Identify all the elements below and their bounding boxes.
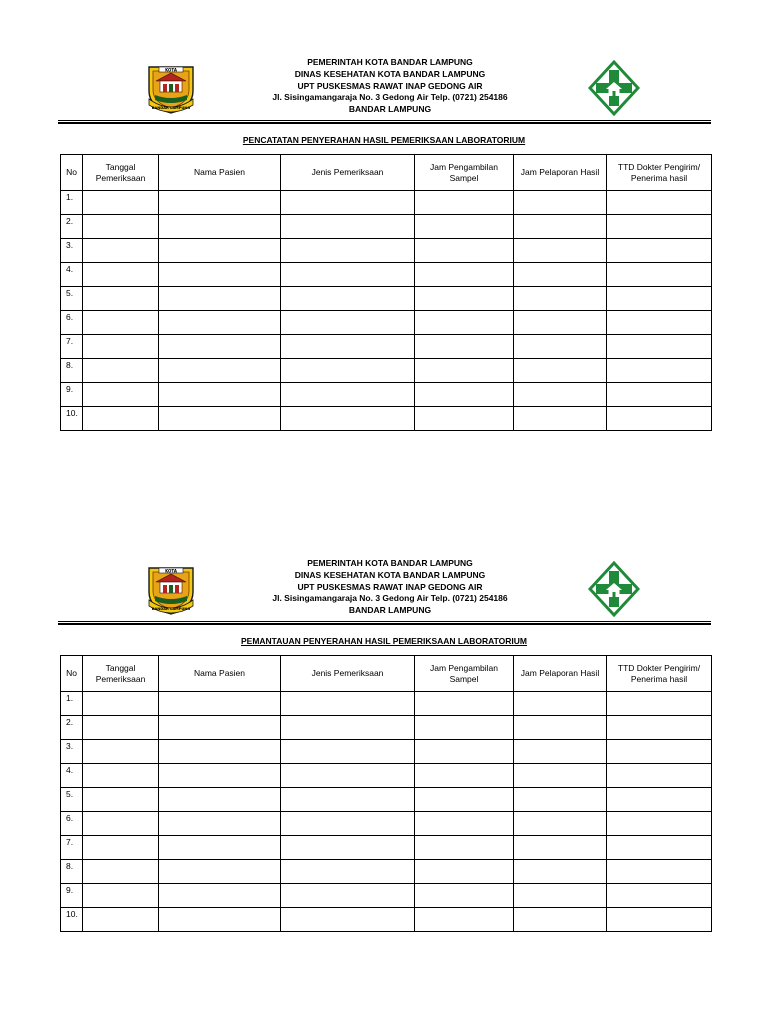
table-body <box>61 191 712 431</box>
table-row <box>61 359 712 383</box>
puskesmas-logo <box>588 561 640 617</box>
cell-tanggal-pemeriksaan[interactable] <box>83 692 159 716</box>
form-title: PENCATATAN PENYERAHAN HASIL PEMERIKSAAN LABORATORIUM <box>242 135 526 145</box>
cell-jam-pelaporan-hasil[interactable] <box>514 836 607 860</box>
cell-nama-pasien[interactable] <box>159 788 281 812</box>
logo-bottom-text: BANDAR LAMPUNG <box>151 106 191 110</box>
cell-jenis-pemeriksaan[interactable] <box>281 836 415 860</box>
register-table <box>60 655 712 932</box>
letterhead-line: Jl. Sisingamangaraja No. 3 Gedong Air Telp. (0721) 254186 <box>272 593 508 604</box>
cell-jenis-pemeriksaan[interactable] <box>281 287 415 311</box>
cell-jam-pelaporan-hasil[interactable] <box>514 692 607 716</box>
column-header-no: No <box>61 656 83 692</box>
letterhead-line: DINAS KESEHATAN KOTA BANDAR LAMPUNG <box>294 569 486 580</box>
cell-ttd-dokter[interactable] <box>607 359 712 383</box>
cell-nama-pasien[interactable] <box>159 764 281 788</box>
cell-jenis-pemeriksaan[interactable] <box>281 788 415 812</box>
cell-nama-pasien[interactable] <box>159 884 281 908</box>
cell-tanggal-pemeriksaan[interactable] <box>83 908 159 932</box>
cell-jam-pengambilan-sampel[interactable] <box>415 407 514 431</box>
row-number: 9. <box>61 383 83 407</box>
cell-tanggal-pemeriksaan[interactable] <box>83 191 159 215</box>
table-row <box>61 788 712 812</box>
cell-nama-pasien[interactable] <box>159 359 281 383</box>
cell-tanggal-pemeriksaan[interactable] <box>83 383 159 407</box>
cell-nama-pasien[interactable] <box>159 836 281 860</box>
cell-jam-pelaporan-hasil[interactable] <box>514 311 607 335</box>
column-header-nama-pasien: Nama Pasien <box>159 656 281 692</box>
cell-tanggal-pemeriksaan[interactable] <box>83 263 159 287</box>
column-header-no: No <box>61 155 83 191</box>
cell-nama-pasien[interactable] <box>159 716 281 740</box>
cell-jam-pengambilan-sampel[interactable] <box>415 215 514 239</box>
letterhead <box>200 57 580 116</box>
letterhead-line: BANDAR LAMPUNG <box>348 605 432 616</box>
table-row <box>61 191 712 215</box>
row-number: 10. <box>61 407 83 431</box>
letterhead <box>200 558 580 617</box>
cell-nama-pasien[interactable] <box>159 239 281 263</box>
cell-jam-pengambilan-sampel[interactable] <box>415 692 514 716</box>
row-number: 1. <box>61 692 83 716</box>
cell-ttd-dokter[interactable] <box>607 215 712 239</box>
cell-jam-pengambilan-sampel[interactable] <box>415 740 514 764</box>
table-row <box>61 311 712 335</box>
cell-ttd-dokter[interactable] <box>607 383 712 407</box>
column-header-ttd-dokter: TTD Dokter Pengirim/ Penerima hasil <box>607 656 712 692</box>
cell-jam-pengambilan-sampel[interactable] <box>415 836 514 860</box>
cell-ttd-dokter[interactable] <box>607 764 712 788</box>
cell-jenis-pemeriksaan[interactable] <box>281 740 415 764</box>
cell-jenis-pemeriksaan[interactable] <box>281 407 415 431</box>
cell-nama-pasien[interactable] <box>159 383 281 407</box>
table-row <box>61 908 712 932</box>
row-number: 7. <box>61 335 83 359</box>
cell-jenis-pemeriksaan[interactable] <box>281 764 415 788</box>
cell-jenis-pemeriksaan[interactable] <box>281 860 415 884</box>
cell-tanggal-pemeriksaan[interactable] <box>83 311 159 335</box>
cell-nama-pasien[interactable] <box>159 311 281 335</box>
city-emblem-logo <box>143 562 199 616</box>
cell-jam-pelaporan-hasil[interactable] <box>514 191 607 215</box>
cell-jam-pengambilan-sampel[interactable] <box>415 383 514 407</box>
table-row <box>61 884 712 908</box>
row-number: 4. <box>61 263 83 287</box>
cell-jam-pelaporan-hasil[interactable] <box>514 908 607 932</box>
cell-jam-pengambilan-sampel[interactable] <box>415 335 514 359</box>
header-divider-thick <box>58 122 711 124</box>
cell-tanggal-pemeriksaan[interactable] <box>83 287 159 311</box>
cell-ttd-dokter[interactable] <box>607 908 712 932</box>
row-number: 1. <box>61 191 83 215</box>
cell-nama-pasien[interactable] <box>159 812 281 836</box>
puskesmas-logo <box>588 60 640 116</box>
cell-jenis-pemeriksaan[interactable] <box>281 884 415 908</box>
header-divider-thin <box>58 621 711 622</box>
table-row <box>61 836 712 860</box>
cell-jenis-pemeriksaan[interactable] <box>281 359 415 383</box>
table-header-row <box>61 656 712 692</box>
cell-tanggal-pemeriksaan[interactable] <box>83 407 159 431</box>
cell-jam-pengambilan-sampel[interactable] <box>415 359 514 383</box>
table-row <box>61 263 712 287</box>
table-row <box>61 716 712 740</box>
cell-tanggal-pemeriksaan[interactable] <box>83 335 159 359</box>
cell-jam-pengambilan-sampel[interactable] <box>415 239 514 263</box>
cell-jam-pengambilan-sampel[interactable] <box>415 860 514 884</box>
cell-jam-pengambilan-sampel[interactable] <box>415 716 514 740</box>
cell-jam-pelaporan-hasil[interactable] <box>514 884 607 908</box>
cell-ttd-dokter[interactable] <box>607 692 712 716</box>
cell-jam-pengambilan-sampel[interactable] <box>415 191 514 215</box>
cell-ttd-dokter[interactable] <box>607 836 712 860</box>
cell-jam-pelaporan-hasil[interactable] <box>514 740 607 764</box>
cell-jenis-pemeriksaan[interactable] <box>281 239 415 263</box>
cell-jenis-pemeriksaan[interactable] <box>281 215 415 239</box>
cell-tanggal-pemeriksaan[interactable] <box>83 740 159 764</box>
cell-jenis-pemeriksaan[interactable] <box>281 335 415 359</box>
cell-nama-pasien[interactable] <box>159 740 281 764</box>
cell-nama-pasien[interactable] <box>159 407 281 431</box>
cell-jenis-pemeriksaan[interactable] <box>281 311 415 335</box>
cell-nama-pasien[interactable] <box>159 263 281 287</box>
cell-jenis-pemeriksaan[interactable] <box>281 191 415 215</box>
cell-tanggal-pemeriksaan[interactable] <box>83 764 159 788</box>
register-table <box>60 154 712 431</box>
row-number: 5. <box>61 287 83 311</box>
row-number: 9. <box>61 884 83 908</box>
cell-nama-pasien[interactable] <box>159 215 281 239</box>
cell-tanggal-pemeriksaan[interactable] <box>83 215 159 239</box>
row-number: 2. <box>61 716 83 740</box>
letterhead-line: UPT PUSKESMAS RAWAT INAP GEDONG AIR <box>297 581 483 592</box>
letterhead-line: DINAS KESEHATAN KOTA BANDAR LAMPUNG <box>294 68 486 79</box>
cell-ttd-dokter[interactable] <box>607 812 712 836</box>
table-row <box>61 215 712 239</box>
cell-tanggal-pemeriksaan[interactable] <box>83 716 159 740</box>
cell-jam-pelaporan-hasil[interactable] <box>514 359 607 383</box>
cell-jam-pelaporan-hasil[interactable] <box>514 215 607 239</box>
cell-nama-pasien[interactable] <box>159 191 281 215</box>
column-header-jam-pelaporan-hasil: Jam Pelaporan Hasil <box>514 155 607 191</box>
row-number: 3. <box>61 239 83 263</box>
cell-tanggal-pemeriksaan[interactable] <box>83 239 159 263</box>
cell-jenis-pemeriksaan[interactable] <box>281 908 415 932</box>
table-row <box>61 692 712 716</box>
letterhead-line: PEMERINTAH KOTA BANDAR LAMPUNG <box>307 57 473 67</box>
cell-ttd-dokter[interactable] <box>607 239 712 263</box>
row-number: 10. <box>61 908 83 932</box>
table-row <box>61 860 712 884</box>
table-row <box>61 764 712 788</box>
cell-jenis-pemeriksaan[interactable] <box>281 263 415 287</box>
logo-top-text: KOTA <box>165 67 177 73</box>
cell-ttd-dokter[interactable] <box>607 191 712 215</box>
cell-ttd-dokter[interactable] <box>607 884 712 908</box>
table-row <box>61 335 712 359</box>
table-row <box>61 383 712 407</box>
letterhead-line: PEMERINTAH KOTA BANDAR LAMPUNG <box>307 558 473 568</box>
column-header-tanggal-pemeriksaan: Tanggal Pemeriksaan <box>83 656 159 692</box>
cell-ttd-dokter[interactable] <box>607 740 712 764</box>
cell-jam-pengambilan-sampel[interactable] <box>415 764 514 788</box>
cell-tanggal-pemeriksaan[interactable] <box>83 884 159 908</box>
letterhead-line: UPT PUSKESMAS RAWAT INAP GEDONG AIR <box>297 80 483 91</box>
column-header-nama-pasien: Nama Pasien <box>159 155 281 191</box>
row-number: 3. <box>61 740 83 764</box>
cell-jam-pelaporan-hasil[interactable] <box>514 239 607 263</box>
cell-jam-pengambilan-sampel[interactable] <box>415 263 514 287</box>
column-header-jenis-pemeriksaan: Jenis Pemeriksaan <box>281 155 415 191</box>
cell-ttd-dokter[interactable] <box>607 716 712 740</box>
row-number: 4. <box>61 764 83 788</box>
row-number: 5. <box>61 788 83 812</box>
cell-ttd-dokter[interactable] <box>607 860 712 884</box>
row-number: 6. <box>61 311 83 335</box>
cell-jam-pengambilan-sampel[interactable] <box>415 908 514 932</box>
logo-top-text: KOTA <box>165 568 177 574</box>
cell-tanggal-pemeriksaan[interactable] <box>83 860 159 884</box>
table-header-row <box>61 155 712 191</box>
header-divider-thin <box>58 120 711 121</box>
cell-ttd-dokter[interactable] <box>607 263 712 287</box>
cell-tanggal-pemeriksaan[interactable] <box>83 359 159 383</box>
header-divider-thick <box>58 623 711 625</box>
cell-tanggal-pemeriksaan[interactable] <box>83 812 159 836</box>
cell-jam-pelaporan-hasil[interactable] <box>514 407 607 431</box>
city-emblem-logo <box>143 61 199 115</box>
cell-jam-pelaporan-hasil[interactable] <box>514 764 607 788</box>
cell-jam-pelaporan-hasil[interactable] <box>514 383 607 407</box>
cell-jam-pelaporan-hasil[interactable] <box>514 788 607 812</box>
cell-ttd-dokter[interactable] <box>607 335 712 359</box>
cell-jam-pelaporan-hasil[interactable] <box>514 716 607 740</box>
cell-ttd-dokter[interactable] <box>607 311 712 335</box>
cell-jam-pelaporan-hasil[interactable] <box>514 263 607 287</box>
column-header-jenis-pemeriksaan: Jenis Pemeriksaan <box>281 656 415 692</box>
row-number: 7. <box>61 836 83 860</box>
cell-jam-pengambilan-sampel[interactable] <box>415 788 514 812</box>
cell-jenis-pemeriksaan[interactable] <box>281 812 415 836</box>
cell-ttd-dokter[interactable] <box>607 407 712 431</box>
cell-jenis-pemeriksaan[interactable] <box>281 692 415 716</box>
table-row <box>61 287 712 311</box>
row-number: 2. <box>61 215 83 239</box>
cell-nama-pasien[interactable] <box>159 287 281 311</box>
table-body <box>61 692 712 932</box>
cell-jam-pelaporan-hasil[interactable] <box>514 335 607 359</box>
table-row <box>61 812 712 836</box>
cell-jenis-pemeriksaan[interactable] <box>281 383 415 407</box>
column-header-jam-pelaporan-hasil: Jam Pelaporan Hasil <box>514 656 607 692</box>
table-row <box>61 740 712 764</box>
cell-ttd-dokter[interactable] <box>607 788 712 812</box>
cell-nama-pasien[interactable] <box>159 908 281 932</box>
table-row <box>61 407 712 431</box>
cell-jam-pelaporan-hasil[interactable] <box>514 812 607 836</box>
cell-tanggal-pemeriksaan[interactable] <box>83 836 159 860</box>
logo-bottom-text: BANDAR LAMPUNG <box>151 607 191 611</box>
column-header-tanggal-pemeriksaan: Tanggal Pemeriksaan <box>83 155 159 191</box>
cell-jam-pengambilan-sampel[interactable] <box>415 287 514 311</box>
row-number: 6. <box>61 812 83 836</box>
column-header-jam-pengambilan-sampel: Jam Pengambilan Sampel <box>415 656 514 692</box>
letterhead-line: BANDAR LAMPUNG <box>348 104 432 115</box>
cell-tanggal-pemeriksaan[interactable] <box>83 788 159 812</box>
cell-jam-pelaporan-hasil[interactable] <box>514 287 607 311</box>
column-header-jam-pengambilan-sampel: Jam Pengambilan Sampel <box>415 155 514 191</box>
cell-jam-pengambilan-sampel[interactable] <box>415 884 514 908</box>
letterhead-line: Jl. Sisingamangaraja No. 3 Gedong Air Telp. (0721) 254186 <box>272 92 508 103</box>
cell-nama-pasien[interactable] <box>159 860 281 884</box>
row-number: 8. <box>61 860 83 884</box>
cell-jam-pelaporan-hasil[interactable] <box>514 860 607 884</box>
cell-jam-pengambilan-sampel[interactable] <box>415 311 514 335</box>
cell-jam-pengambilan-sampel[interactable] <box>415 812 514 836</box>
cell-nama-pasien[interactable] <box>159 335 281 359</box>
row-number: 8. <box>61 359 83 383</box>
cell-ttd-dokter[interactable] <box>607 287 712 311</box>
column-header-ttd-dokter: TTD Dokter Pengirim/ Penerima hasil <box>607 155 712 191</box>
cell-jenis-pemeriksaan[interactable] <box>281 716 415 740</box>
table-row <box>61 239 712 263</box>
cell-nama-pasien[interactable] <box>159 692 281 716</box>
form-title: PEMANTAUAN PENYERAHAN HASIL PEMERIKSAAN LABORATORIUM <box>240 636 528 646</box>
